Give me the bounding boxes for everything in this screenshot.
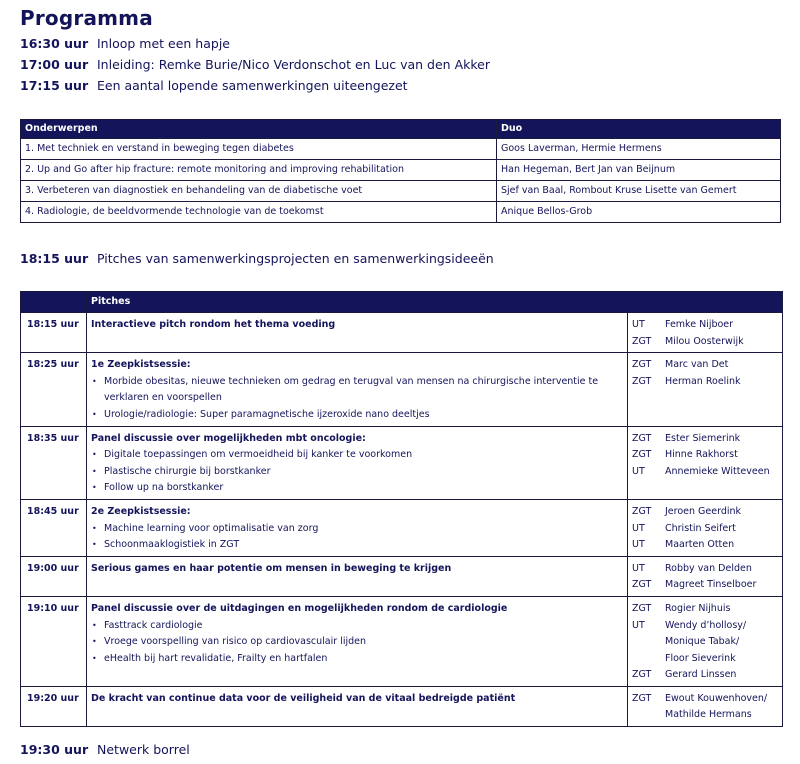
pitch-bullet: • Digitale toepassingen om vermoeidheid bij kanker te voorkomen xyxy=(91,447,623,464)
agenda-time: 17:00 uur xyxy=(20,57,89,72)
pitch-topic-cell xyxy=(87,313,628,353)
speaker-line xyxy=(632,667,778,684)
agenda-time: 17:15 uur xyxy=(20,78,89,93)
pitch-title: 2e Zeepkistsessie: xyxy=(91,505,191,517)
pitch-bullet: • Morbide obesitas, nieuwe technieken om gedrag en terugval van mensen na chirurgische interventie te verklaren en voorspellen xyxy=(91,374,623,407)
duo-cell: Sjef van Baal, Rombout Kruse Lisette van Gemert xyxy=(497,181,781,202)
speaker-line xyxy=(632,374,778,391)
pitch-title: Panel discussie over de uitdagingen en mogelijkheden rondom de cardiologie xyxy=(91,602,508,614)
pitch-bullet: • Follow up na borstkanker xyxy=(91,480,623,497)
table-row xyxy=(21,556,783,596)
speaker-institution: UT xyxy=(632,522,645,534)
speaker-institution: ZGT xyxy=(632,505,652,517)
speaker-line xyxy=(632,464,778,481)
pitch-title: Panel discussie over mogelijkheden mbt oncologie: xyxy=(91,432,366,444)
speaker-line xyxy=(632,334,778,351)
pitch-speakers-cell xyxy=(628,556,783,596)
topic-cell: 1. Met techniek en verstand in beweging tegen diabetes xyxy=(21,139,497,160)
speaker-institution: UT xyxy=(632,619,645,631)
pitch-speakers-cell xyxy=(628,596,783,686)
speaker-name: Hinne Rakhorst xyxy=(665,449,738,461)
topic-cell: 4. Radiologie, de beeldvormende technologie van de toekomst xyxy=(21,202,497,223)
table-row xyxy=(21,426,783,499)
speaker-institution: ZGT xyxy=(632,669,652,681)
agenda-time: 16:30 uur xyxy=(20,36,89,51)
speaker-name: Rogier Nijhuis xyxy=(665,602,731,614)
speaker-line xyxy=(632,691,778,708)
table-row xyxy=(21,313,783,353)
table-row xyxy=(21,353,783,426)
speaker-institution: ZGT xyxy=(632,375,652,387)
speaker-institution: UT xyxy=(632,539,645,551)
speaker-name: Wendy d’hollosy/ xyxy=(665,619,747,631)
pitch-bullet-list xyxy=(91,521,623,554)
speaker-institution: ZGT xyxy=(632,692,652,704)
speaker-institution: ZGT xyxy=(632,432,652,444)
speaker-line xyxy=(632,357,778,374)
pitch-time: 19:20 uur xyxy=(21,686,87,726)
speaker-institution: UT xyxy=(632,562,645,574)
pitch-bullet: • Fasttrack cardiologie xyxy=(91,618,623,635)
pitch-title: Serious games en haar potentie om mensen in beweging te krijgen xyxy=(91,562,452,574)
duo-cell: Han Hegeman, Bert Jan van Beijnum xyxy=(497,160,781,181)
speaker-institution xyxy=(632,651,665,668)
pitch-speakers-cell xyxy=(628,353,783,426)
table-row xyxy=(21,686,783,726)
pitch-bullet: • Urologie/radiologie: Super paramagnetische ijzeroxide nano deeltjes xyxy=(91,407,623,424)
agenda-desc: Een aantal lopende samenwerkingen uiteengezet xyxy=(97,78,408,93)
pitch-time: 18:25 uur xyxy=(21,353,87,426)
pitch-speakers-cell xyxy=(628,313,783,353)
speaker-institution: ZGT xyxy=(632,579,652,591)
speaker-line xyxy=(632,577,778,594)
agenda-desc: Inloop met een hapje xyxy=(97,36,230,51)
table-row xyxy=(21,160,781,181)
pitches-body xyxy=(21,313,783,727)
speaker-name: Magreet Tinselboer xyxy=(665,579,757,591)
speaker-name: Mathilde Hermans xyxy=(665,709,752,721)
speaker-institution xyxy=(632,634,665,651)
pitch-topic-cell xyxy=(87,426,628,499)
pitch-bullet: • Vroege voorspelling van risico op cardiovasculair lijden xyxy=(91,634,623,651)
speaker-name: Christin Seifert xyxy=(665,522,736,534)
pitch-bullet: • eHealth bij hart revalidatie, Frailty en hartfalen xyxy=(91,651,623,668)
speaker-institution: UT xyxy=(632,319,645,330)
speaker-name: Femke Nijboer xyxy=(665,319,734,330)
pitch-topic-cell xyxy=(87,556,628,596)
topic-cell: 3. Verbeteren van diagnostiek en behandeling van de diabetische voet xyxy=(21,181,497,202)
pitch-bullet: • Plastische chirurgie bij borstkanker xyxy=(91,464,623,481)
table-row xyxy=(21,499,783,556)
speaker-institution: ZGT xyxy=(632,335,652,347)
speaker-line xyxy=(632,537,778,554)
speaker-name: Maarten Otten xyxy=(665,539,735,551)
table-row xyxy=(21,202,781,223)
pitch-bullet-list xyxy=(91,618,623,668)
speaker-line xyxy=(632,651,778,668)
speaker-line xyxy=(632,521,778,538)
pitch-time: 19:00 uur xyxy=(21,556,87,596)
column-header-duo: Duo xyxy=(497,120,781,139)
pitch-title: 1e Zeepkistsessie: xyxy=(91,359,191,371)
header-empty-cell xyxy=(21,292,87,313)
speaker-institution: UT xyxy=(632,465,645,477)
speaker-institution: ZGT xyxy=(632,449,652,461)
pitches-table xyxy=(20,291,783,727)
speaker-name: Jeroen Geerdink xyxy=(665,505,742,517)
table-row xyxy=(21,181,781,202)
table-header-row xyxy=(21,292,783,313)
duo-cell: Goos Laverman, Hermie Hermens xyxy=(497,139,781,160)
speaker-line xyxy=(632,317,778,334)
table-header-row xyxy=(21,120,781,139)
column-header-pitches: Pitches xyxy=(87,292,783,313)
topics-table xyxy=(20,119,781,223)
table-row xyxy=(21,596,783,686)
agenda-desc: Netwerk borrel xyxy=(97,742,190,757)
speaker-institution: ZGT xyxy=(632,359,652,371)
pitch-speakers-cell xyxy=(628,426,783,499)
pitch-time: 18:15 uur xyxy=(21,313,87,353)
speaker-name: Ewout Kouwenhoven/ xyxy=(665,692,768,704)
column-header-topics: Onderwerpen xyxy=(21,120,497,139)
pitch-bullet-list xyxy=(91,374,623,424)
page-title: Programma xyxy=(20,6,153,30)
speaker-name: Gerard Linssen xyxy=(665,669,737,681)
pitch-speakers-cell xyxy=(628,686,783,726)
speaker-line xyxy=(632,504,778,521)
pitch-time: 18:35 uur xyxy=(21,426,87,499)
pitch-speakers-cell xyxy=(628,499,783,556)
pitch-bullet: • Machine learning voor optimalisatie van zorg xyxy=(91,521,623,538)
pitch-title: Interactieve pitch rondom het thema voeding xyxy=(91,319,336,330)
speaker-institution xyxy=(632,707,665,724)
pitch-bullet: • Schoonmaaklogistiek in ZGT xyxy=(91,537,623,554)
duo-cell: Anique Bellos-Grob xyxy=(497,202,781,223)
speaker-name: Floor Sieverink xyxy=(665,652,736,664)
agenda-desc: Inleiding: Remke Burie/Nico Verdonschot en Luc van den Akker xyxy=(97,57,490,72)
speaker-name: Annemieke Witteveen xyxy=(665,465,770,477)
speaker-line xyxy=(632,561,778,578)
speaker-institution: ZGT xyxy=(632,602,652,614)
pitch-topic-cell xyxy=(87,686,628,726)
speaker-line xyxy=(632,601,778,618)
pitch-title: De kracht van continue data voor de veiligheid van de vitaal bedreigde patiënt xyxy=(91,692,516,704)
speaker-name: Herman Roelink xyxy=(665,375,741,387)
pitch-topic-cell xyxy=(87,353,628,426)
pitch-time: 19:10 uur xyxy=(21,596,87,686)
speaker-name: Monique Tabak/ xyxy=(665,636,740,648)
agenda-desc: Pitches van samenwerkingsprojecten en samenwerkingsideeën xyxy=(97,251,494,266)
topic-cell: 2. Up and Go after hip fracture: remote monitoring and improving rehabilitation xyxy=(21,160,497,181)
speaker-name: Ester Siemerink xyxy=(665,432,741,444)
speaker-name: Marc van Det xyxy=(665,359,729,371)
pitch-bullet-list xyxy=(91,447,623,497)
speaker-name: Robby van Delden xyxy=(665,562,752,574)
pitch-topic-cell xyxy=(87,596,628,686)
table-row xyxy=(21,139,781,160)
agenda-time: 19:30 uur xyxy=(20,742,89,757)
speaker-line xyxy=(632,618,778,635)
speaker-line xyxy=(632,447,778,464)
agenda-time: 18:15 uur xyxy=(20,251,89,266)
pitch-time: 18:45 uur xyxy=(21,499,87,556)
speaker-line xyxy=(632,707,778,724)
speaker-line xyxy=(632,634,778,651)
speaker-name: Milou Oosterwijk xyxy=(665,335,744,347)
speaker-line xyxy=(632,431,778,448)
pitch-topic-cell xyxy=(87,499,628,556)
